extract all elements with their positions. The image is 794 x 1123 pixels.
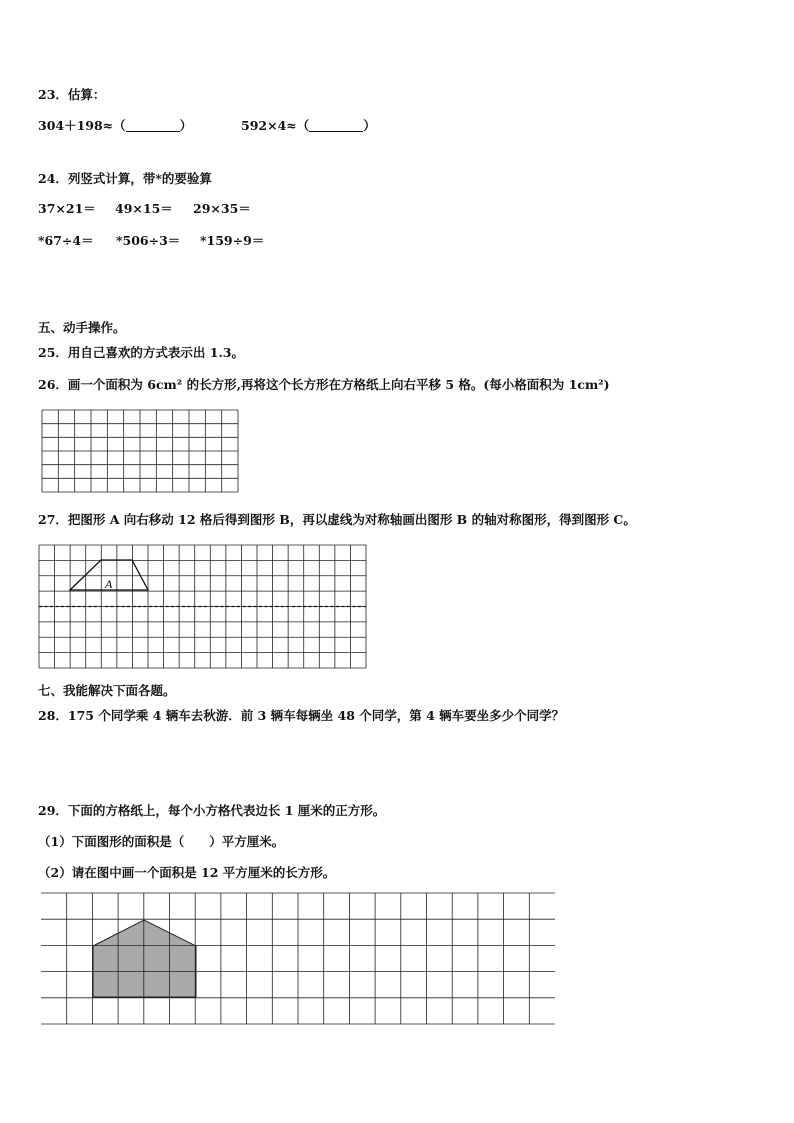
q24-title: 24．列竖式计算，带*的要验算 xyxy=(38,171,212,186)
house-shape xyxy=(93,920,196,997)
q23-expression-1 xyxy=(38,116,192,134)
shape-a-label: A xyxy=(105,577,113,591)
q26-grid[interactable] xyxy=(42,410,238,492)
q24-expr: 37×21＝ xyxy=(38,201,96,216)
q24-expr: *67÷4＝ xyxy=(38,233,94,248)
grid-lines xyxy=(42,410,238,492)
section-7-title: 七、我能解决下面各题。 xyxy=(38,683,176,698)
q24-row-1 xyxy=(38,199,251,217)
q26-text: 26．画一个面积为 6cm² 的长方形,再将这个长方形在方格纸上向右平移 5 格。(每小格面积为 1cm²) xyxy=(38,377,610,392)
q29-grid[interactable] xyxy=(41,893,555,1024)
q29-sub1: （1）下面图形的面积是（ ）平方厘米。 xyxy=(38,834,285,849)
q23-answer-blank-2[interactable] xyxy=(309,119,363,132)
q28-text: 28．175 个同学乘 4 辆车去秋游．前 3 辆车每辆坐 48 个同学，第 4 辆车要坐多少个同学？ xyxy=(38,708,565,723)
q29-text: 29．下面的方格纸上，每个小方格代表边长 1 厘米的正方形。 xyxy=(38,803,386,818)
q23-expr1-prefix: 304＋198≈（ xyxy=(38,118,126,133)
q24-expr: *506÷3＝ xyxy=(116,233,181,248)
q23-answer-blank-1[interactable] xyxy=(126,119,180,132)
section-5-title: 五、动手操作。 xyxy=(38,320,126,335)
q23-title: 23．估算： xyxy=(38,87,106,102)
grid-lines xyxy=(41,893,555,1024)
q24-expr: 49×15＝ xyxy=(115,201,173,216)
q24-expr: 29×35＝ xyxy=(193,201,251,216)
q27-grid[interactable] xyxy=(39,545,366,668)
q25-text: 25．用自己喜欢的方式表示出 1.3。 xyxy=(38,345,244,360)
q29-sub2: （2）请在图中画一个面积是 12 平方厘米的长方形。 xyxy=(38,865,336,880)
q23-expression-2 xyxy=(241,116,376,134)
q23-expr1-suffix: ） xyxy=(179,118,193,133)
q23-expr2-suffix: ） xyxy=(363,118,376,133)
q27-text: 27．把图形 A 向右移动 12 格后得到图形 B，再以虚线为对称轴画出图形 B 的轴对称图形，得到图形 C。 xyxy=(38,512,636,527)
q24-expr: *159÷9＝ xyxy=(200,233,265,248)
q23-expr2-prefix: 592×4≈（ xyxy=(241,118,310,133)
q24-row-2 xyxy=(38,231,264,249)
